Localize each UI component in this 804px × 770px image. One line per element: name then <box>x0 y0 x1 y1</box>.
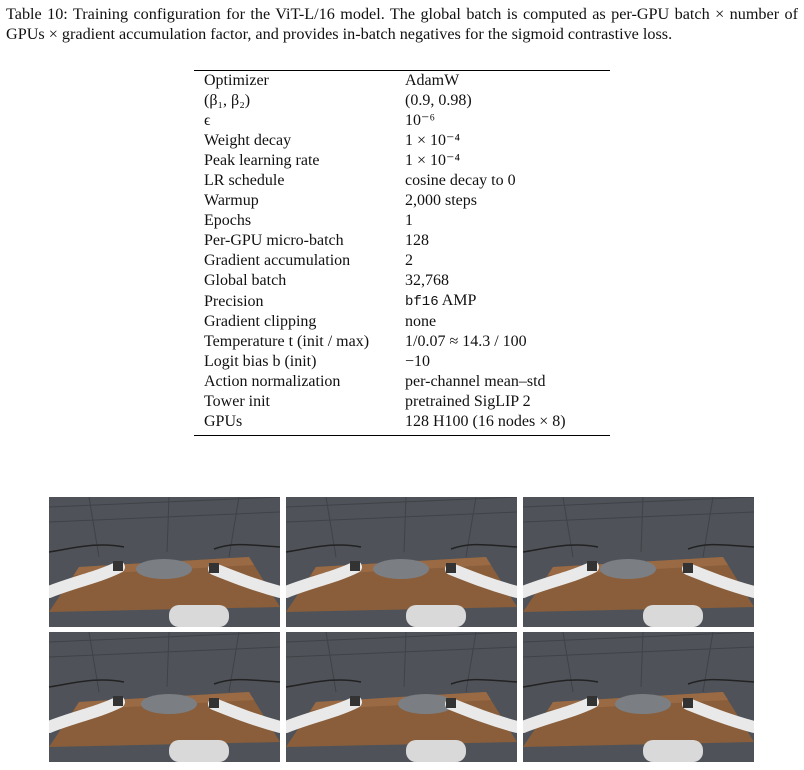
row-value: none <box>405 313 437 330</box>
row-value: 1 <box>405 212 413 229</box>
table-row <box>194 372 610 392</box>
row-key: LR schedule <box>204 172 285 189</box>
robot-photo-2 <box>286 497 517 627</box>
row-value: cosine decay to 0 <box>405 172 516 189</box>
row-value: 10⁻⁶ <box>405 112 436 129</box>
row-key: ϵ <box>204 112 211 129</box>
table-row <box>194 231 610 251</box>
table-row <box>194 111 610 131</box>
row-key: Logit bias b (init) <box>204 353 317 370</box>
row-value: 1/0.07 ≈ 14.3 / 100 <box>405 333 527 350</box>
row-value: 2,000 steps <box>405 192 477 209</box>
robot-photo-1 <box>49 497 280 627</box>
row-key: Tower init <box>204 393 270 410</box>
robot-photo-grid <box>49 497 755 765</box>
row-value: 128 <box>405 232 429 249</box>
row-key: Per-GPU micro-batch <box>204 232 344 249</box>
table-row <box>194 291 610 312</box>
table-row <box>194 312 610 332</box>
row-value: 128 H100 (16 nodes × 8) <box>405 413 566 430</box>
row-value: −10 <box>405 353 431 370</box>
training-config-table <box>194 70 610 436</box>
row-value <box>405 291 610 312</box>
row-value: per-channel mean–std <box>405 373 546 390</box>
row-value: pretrained SigLIP 2 <box>405 393 531 410</box>
row-key: Peak learning rate <box>204 152 320 169</box>
row-value: AdamW <box>405 72 460 89</box>
table-row <box>194 131 610 151</box>
table-row <box>194 91 610 111</box>
table-row <box>194 191 610 211</box>
row-value: 1 × 10⁻⁴ <box>405 132 461 149</box>
row-value: 2 <box>405 252 413 269</box>
row-key: Weight decay <box>204 132 292 149</box>
row-key: Warmup <box>204 192 259 209</box>
robot-photo-5 <box>286 632 517 762</box>
row-key: Global batch <box>204 272 287 289</box>
row-key: GPUs <box>204 413 243 430</box>
robot-photo-6 <box>523 632 754 762</box>
row-value: 1 × 10⁻⁴ <box>405 152 461 169</box>
row-key: Optimizer <box>204 72 269 89</box>
table-row <box>194 251 610 271</box>
row-key: (β₁, β₂) <box>204 92 251 109</box>
table-row <box>194 392 610 412</box>
row-value-mono: bf16 <box>405 294 439 310</box>
table-row <box>194 211 610 231</box>
row-key: Precision <box>204 292 264 310</box>
row-value-text: AMP <box>438 292 477 309</box>
row-key: Temperature t (init / max) <box>204 333 370 350</box>
table-row <box>194 71 610 91</box>
table-row <box>194 332 610 352</box>
table-row <box>194 352 610 372</box>
table-caption: Table 10: Training configuration for the ViT-L/16 model. The global batch is computed as per-GPU batch × number of GPUs × gradient accumulation factor, and provides in-batch negatives for the sigmoid contrastive loss. <box>6 5 798 43</box>
row-key: Gradient accumulation <box>204 252 351 269</box>
row-key: Action normalization <box>204 373 341 390</box>
table-row <box>194 151 610 171</box>
table-row <box>194 271 610 291</box>
robot-photo-3 <box>523 497 754 627</box>
row-value: (0.9, 0.98) <box>405 92 472 109</box>
robot-photo-4 <box>49 632 280 762</box>
row-key: Gradient clipping <box>204 313 317 330</box>
config-table <box>194 71 610 432</box>
table-row <box>194 171 610 191</box>
table-row <box>194 412 610 432</box>
table-bottom-rule <box>194 435 610 436</box>
row-key: Epochs <box>204 212 252 229</box>
row-value: 32,768 <box>405 272 449 289</box>
